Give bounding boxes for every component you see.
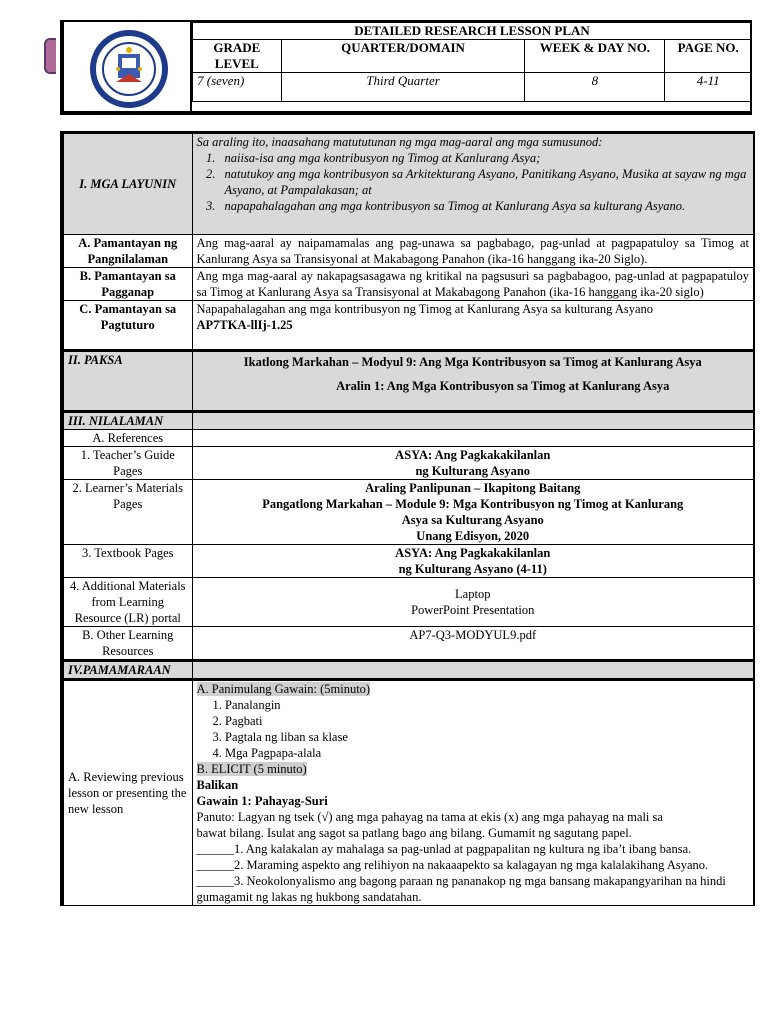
topic-module: Ikatlong Markahan – Modyul 9: Ang Mga Kontribusyon sa Timog at Kanlurang Asya	[243, 355, 702, 369]
learning-competency-text: Napapahalagahan ang mga kontribusyon ng Timog at Kanlurang Asya sa kulturang Asyano	[196, 302, 654, 316]
objectives-intro: Sa araling ito, inaasahang matututunan ng mga mag-aaral ang mga sumusunod:	[196, 135, 603, 149]
quiz-item: ______1. Ang kalakalan ay mahalaga sa pag-unlad at pagpapalitan ng kultura ng iba’t ibang bansa.	[196, 842, 692, 856]
ref-line: Araling Panlipunan – Ikapitong Baitang	[365, 481, 581, 495]
part-a-heading: A. Panimulang Gawain: (5minuto)	[196, 682, 371, 696]
objective-item: 1. naiisa-isa ang mga kontribusyon ng Timog at Kanlurang Asya;	[219, 150, 750, 166]
learners-materials-label: 2. Learner’s Materials Pages	[62, 480, 192, 545]
competency-code: AP7TKA-llIj-1.25	[196, 318, 293, 332]
objective-item: 2. natutukoy ang mga kontribusyon sa Arkitekturang Asyano, Panitikang Asyano, Musika at sayaw ng mga Asyano, at Pampalakasan; at	[219, 166, 750, 198]
ref-line: Asya sa Kulturang Asyano	[401, 513, 544, 527]
textbook-pages-cell	[192, 545, 754, 578]
performance-standard-label: B. Pamantayan sa Pagganap	[62, 268, 192, 301]
objectives-list	[197, 150, 750, 214]
procedure-label-fill	[192, 661, 754, 680]
balikan-heading: Balikan	[196, 778, 239, 792]
content-label-fill	[192, 412, 754, 430]
textbook-pages-label: 3. Textbook Pages	[62, 545, 192, 578]
lesson-plan-header	[60, 20, 752, 115]
topic-cell	[192, 351, 754, 412]
teachers-guide-cell	[192, 447, 754, 480]
additional-materials-label: 4. Additional Materials from Learning Resource (LR) portal	[62, 578, 192, 627]
page-no-value: 4-11	[665, 73, 752, 102]
week-day-value: 8	[525, 73, 665, 102]
references-fill	[192, 430, 754, 447]
teachers-guide-label: 1. Teacher’s Guide Pages	[62, 447, 192, 480]
procedure-step: 3. Pagtala ng liban sa klase	[212, 730, 348, 744]
ref-line: AP7-Q3-MODYUL9.pdf	[409, 628, 537, 642]
additional-materials-cell	[192, 578, 754, 627]
page-no-header: PAGE NO.	[665, 40, 752, 73]
learning-competency-label: C. Pamantayan sa Pagtuturo	[62, 301, 192, 351]
objective-item: 3. napapahalagahan ang mga kontribusyon sa Timog at Kanlurang Asya sa kulturang Asyano.	[219, 198, 750, 214]
reviewing-lesson-label: A. Reviewing previous lesson or presenting the new lesson	[62, 680, 192, 906]
ref-line: Unang Edisyon, 2020	[416, 529, 530, 543]
instructions-text: Panuto: Lagyan ng tsek (√) ang mga pahayag na tama at ekis (x) ang mga pahayag na mali sa bawat bilang. Isulat ang sagot sa patlang bago ang bilang. Gumamit ng sagutang papel.	[196, 810, 663, 840]
references-label: A. References	[62, 430, 192, 447]
lesson-plan-table	[60, 131, 755, 906]
ref-line: Pangatlong Markahan – Module 9: Mga Kontribusyon ng Timog at Kanlurang	[262, 497, 684, 511]
other-resources-cell	[192, 627, 754, 661]
ref-line: Laptop	[455, 587, 491, 601]
grade-level-value: 7 (seven)	[193, 73, 282, 102]
topic-label: II. PAKSA	[62, 351, 192, 412]
learners-materials-cell	[192, 480, 754, 545]
page-edge-decoration	[44, 38, 56, 74]
ref-line: ASYA: Ang Pagkakakilanlan	[395, 448, 551, 462]
content-label: III. NILALAMAN	[62, 412, 192, 430]
learning-competency-cell	[192, 301, 754, 351]
quiz-item: ______3. Neokolonyalismo ang bagong paraan ng pananakop ng mga bansang makapangyarihan na hindi gumagamit ng lakas ng hukbong sandatahan.	[196, 874, 726, 904]
activity-title: Gawain 1: Pahayag-Suri	[196, 794, 328, 808]
ref-line: ng Kulturang Asyano	[415, 464, 531, 478]
objectives-label: I. MGA LAYUNIN	[62, 133, 192, 235]
document-title: DETAILED RESEARCH LESSON PLAN	[193, 23, 752, 40]
procedure-step: 2. Pagbati	[212, 714, 263, 728]
content-standard-text: Ang mag-aaral ay naipamamalas ang pag-unawa sa pagbabago, pag-unlad at pagpapatuloy sa Timog at Kanlurang Asya sa Transisyonal at Makabagong Panahon (ika-16 hanggang ika-20 Siglo).	[192, 235, 754, 268]
topic-lesson: Aralin 1: Ang Mga Kontribusyon sa Timog at Kanlurang Asya	[336, 379, 670, 393]
logo-cell	[64, 22, 192, 111]
quarter-domain-value: Third Quarter	[281, 73, 525, 102]
performance-standard-text: Ang mga mag-aaral ay nakapagsasagawa ng kritikal na pagsusuri sa pagbabagoo, pag-unlad at pagpapatuloy sa Timog at Kanlurang Asya sa Transisyonal at Makabagong Panahon (ika-16 hanggang ika-20 siglo)	[192, 268, 754, 301]
objectives-cell	[192, 133, 754, 235]
ref-line: PowerPoint Presentation	[411, 603, 535, 617]
other-resources-label: B. Other Learning Resources	[62, 627, 192, 661]
procedure-label: IV.PAMAMARAAN	[62, 661, 192, 680]
ref-line: ASYA: Ang Pagkakakilanlan	[395, 546, 551, 560]
quiz-item: ______2. Maraming aspekto ang relihiyon na nakaaapekto sa kalagayan ng mga kalalakihang Asyano.	[196, 858, 709, 872]
procedure-step: 4. Mga Pagpapa-alala	[212, 746, 322, 760]
part-b-heading: B. ELICIT (5 minuto)	[196, 762, 307, 776]
content-standard-label: A. Pamantayan ng Pangnilalaman	[62, 235, 192, 268]
week-day-header: WEEK & DAY NO.	[525, 40, 665, 73]
procedure-step: 1. Panalangin	[212, 698, 281, 712]
header-table	[192, 22, 752, 102]
quarter-domain-header: QUARTER/DOMAIN	[281, 40, 525, 73]
grade-level-header: GRADE LEVEL	[193, 40, 282, 73]
procedure-content	[192, 680, 754, 906]
ref-line: ng Kulturang Asyano (4-11)	[398, 562, 547, 576]
deped-seal-icon	[74, 26, 184, 112]
